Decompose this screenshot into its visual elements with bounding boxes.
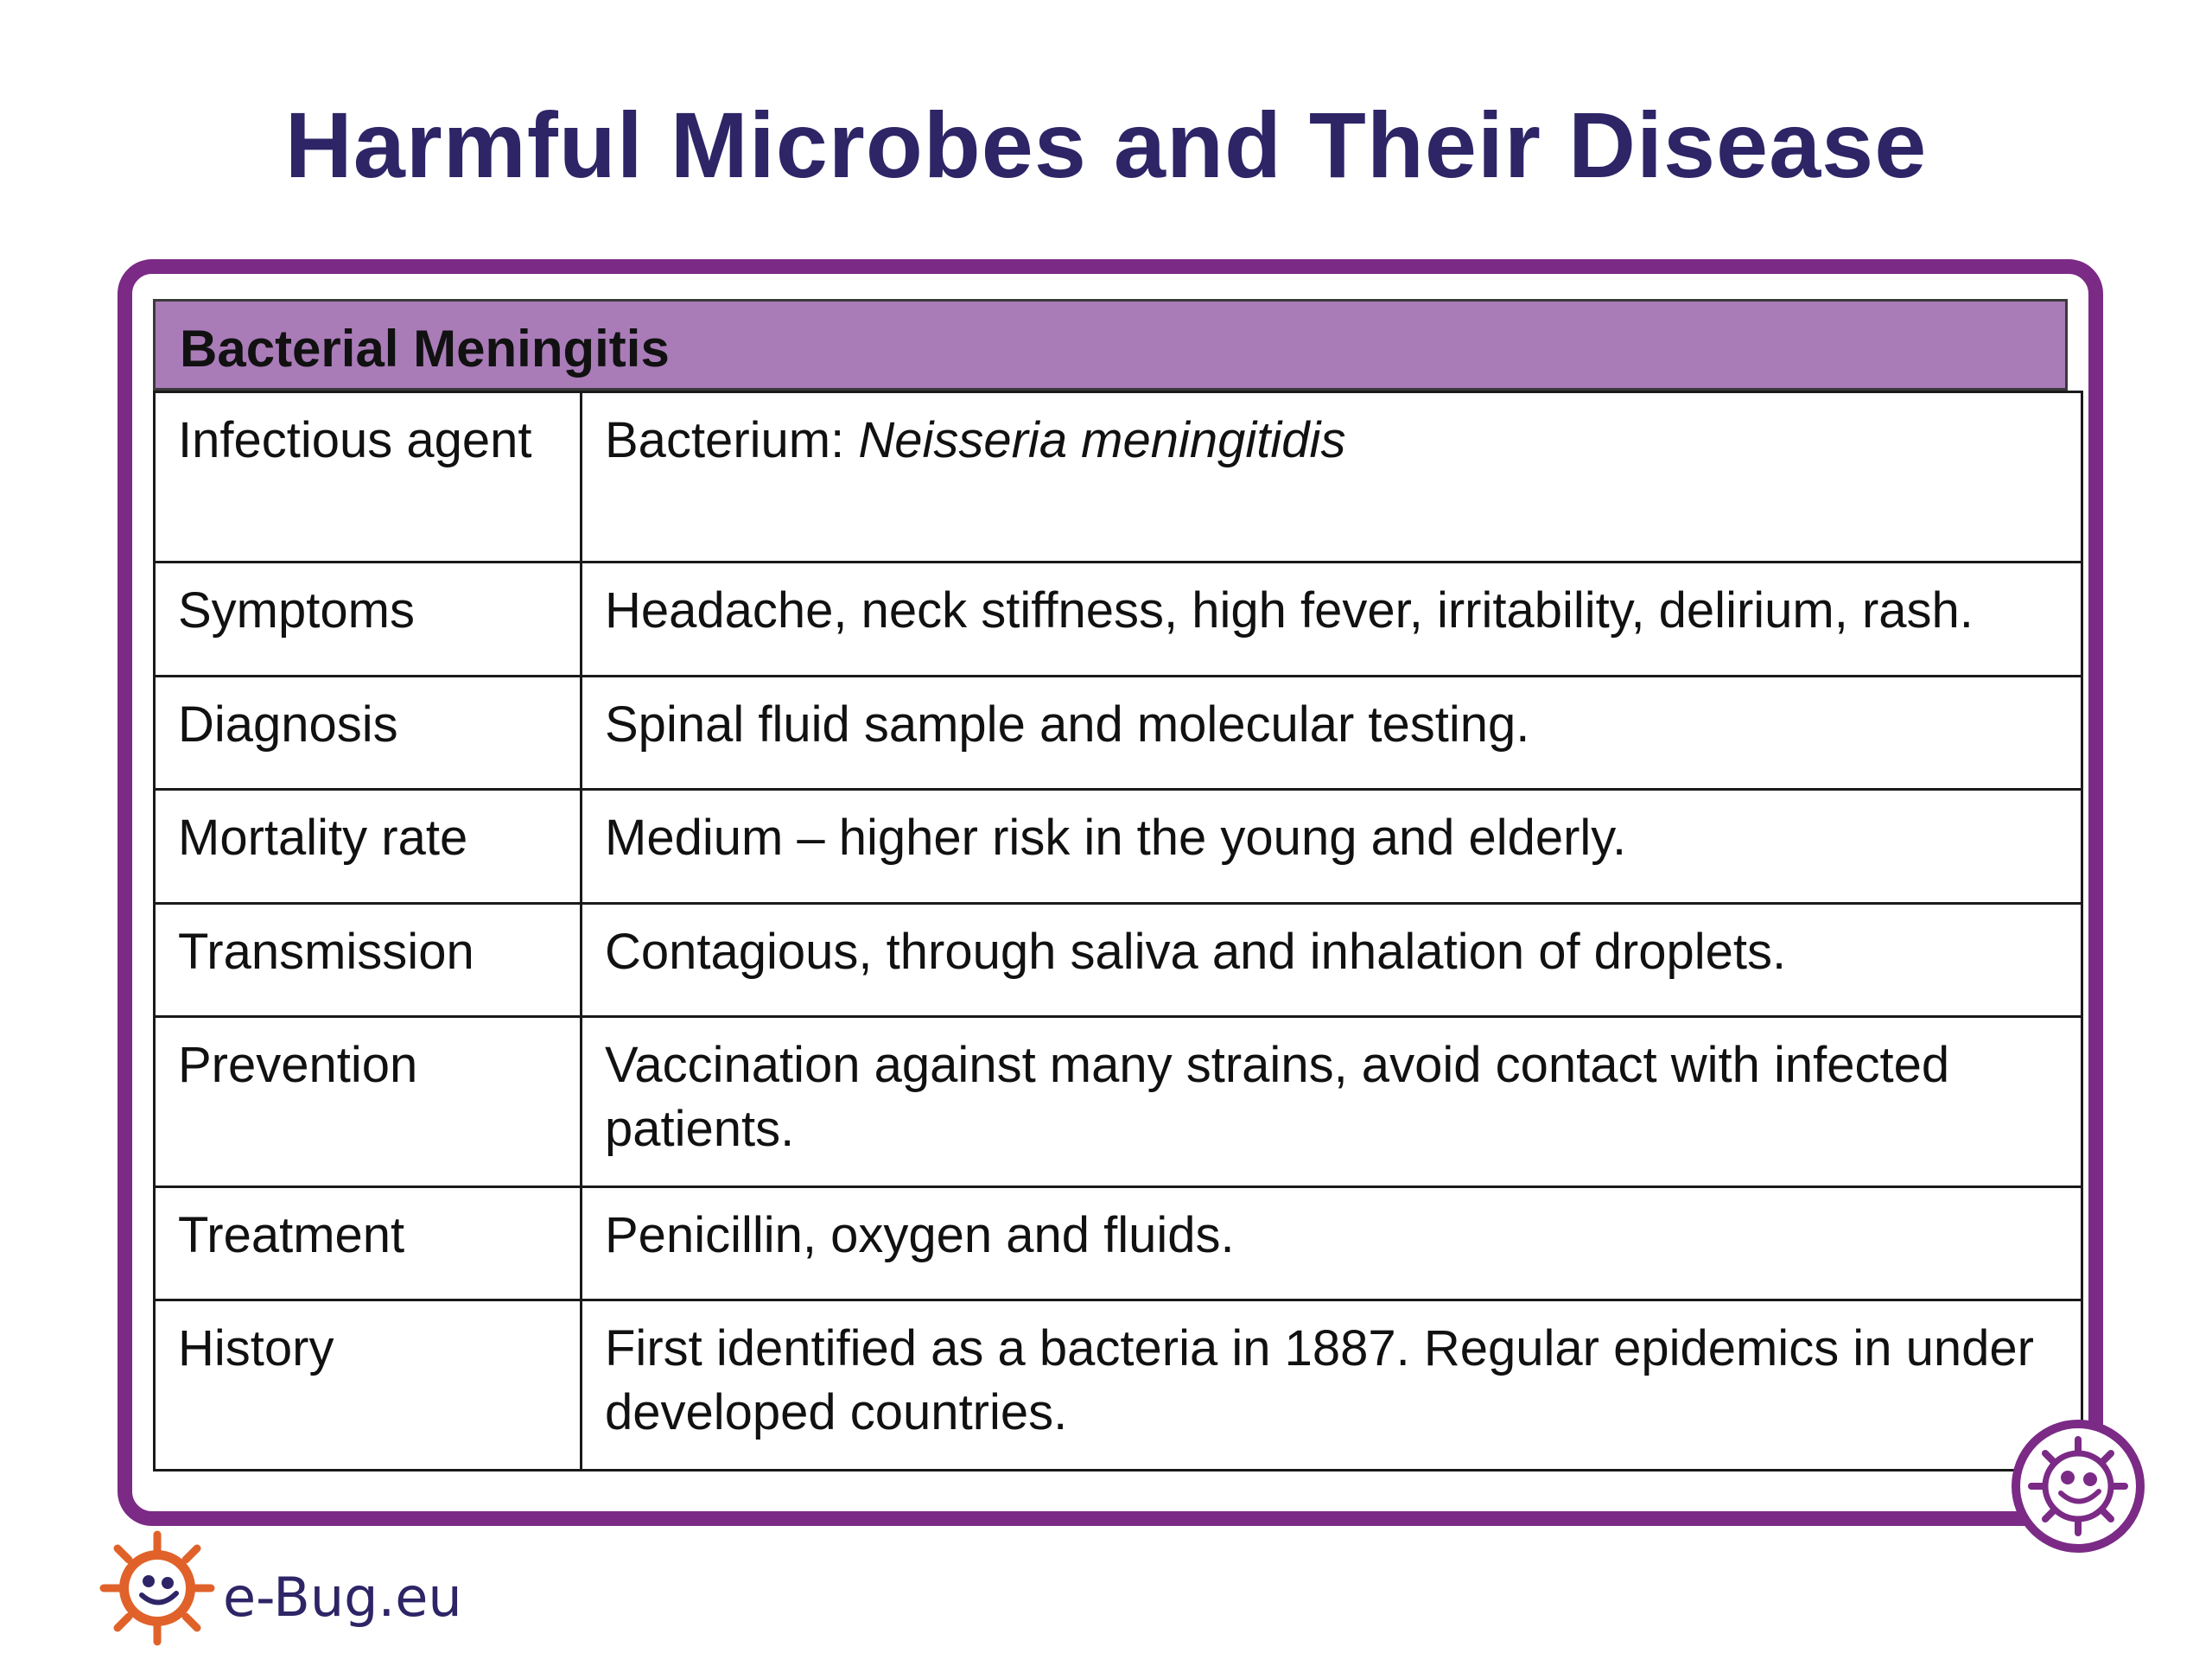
agent-prefix: Bacterium: (605, 412, 859, 468)
row-value: First identified as a bacteria in 1887. Regular epidemics in under developed countries. (582, 1300, 2082, 1471)
row-value: Penicillin, oxygen and fluids. (582, 1187, 2082, 1300)
row-value: Contagious, through saliva and inhalation of droplets. (582, 904, 2082, 1017)
row-label: Prevention (155, 1017, 582, 1187)
page-title: Harmful Microbes and Their Disease (284, 92, 1928, 197)
row-label: Mortality rate (155, 790, 582, 904)
table-row (155, 1187, 2082, 1300)
row-value: Headache, neck stiffness, high fever, irritability, delirium, rash. (582, 563, 2082, 677)
row-value (582, 392, 2082, 563)
disease-info-table (153, 391, 2083, 1471)
row-label: Transmission (155, 904, 582, 1017)
table-row (155, 563, 2082, 677)
disease-header (153, 299, 2068, 391)
row-value: Medium – higher risk in the young and elderly. (582, 790, 2082, 904)
row-label: Infectious agent (155, 392, 582, 563)
table-row (155, 790, 2082, 904)
table-row (155, 1300, 2082, 1471)
table-row (155, 677, 2082, 790)
row-label: Diagnosis (155, 677, 582, 790)
row-value: Spinal fluid sample and molecular testing. (582, 677, 2082, 790)
row-label: Symptoms (155, 563, 582, 677)
table-row (155, 392, 2082, 563)
disease-name: Bacterial Meningitis (180, 320, 670, 378)
smiling-bug-icon (2009, 1417, 2147, 1555)
row-label: History (155, 1300, 582, 1471)
e-bug-logo-icon (97, 1528, 218, 1649)
table-row (155, 904, 2082, 1017)
logo-text: e-Bug.eu (223, 1566, 462, 1629)
table-row (155, 1017, 2082, 1187)
row-label: Treatment (155, 1187, 582, 1300)
agent-species: Neisseria meningitidis (858, 412, 1346, 468)
row-value: Vaccination against many strains, avoid contact with infected patients. (582, 1017, 2082, 1187)
